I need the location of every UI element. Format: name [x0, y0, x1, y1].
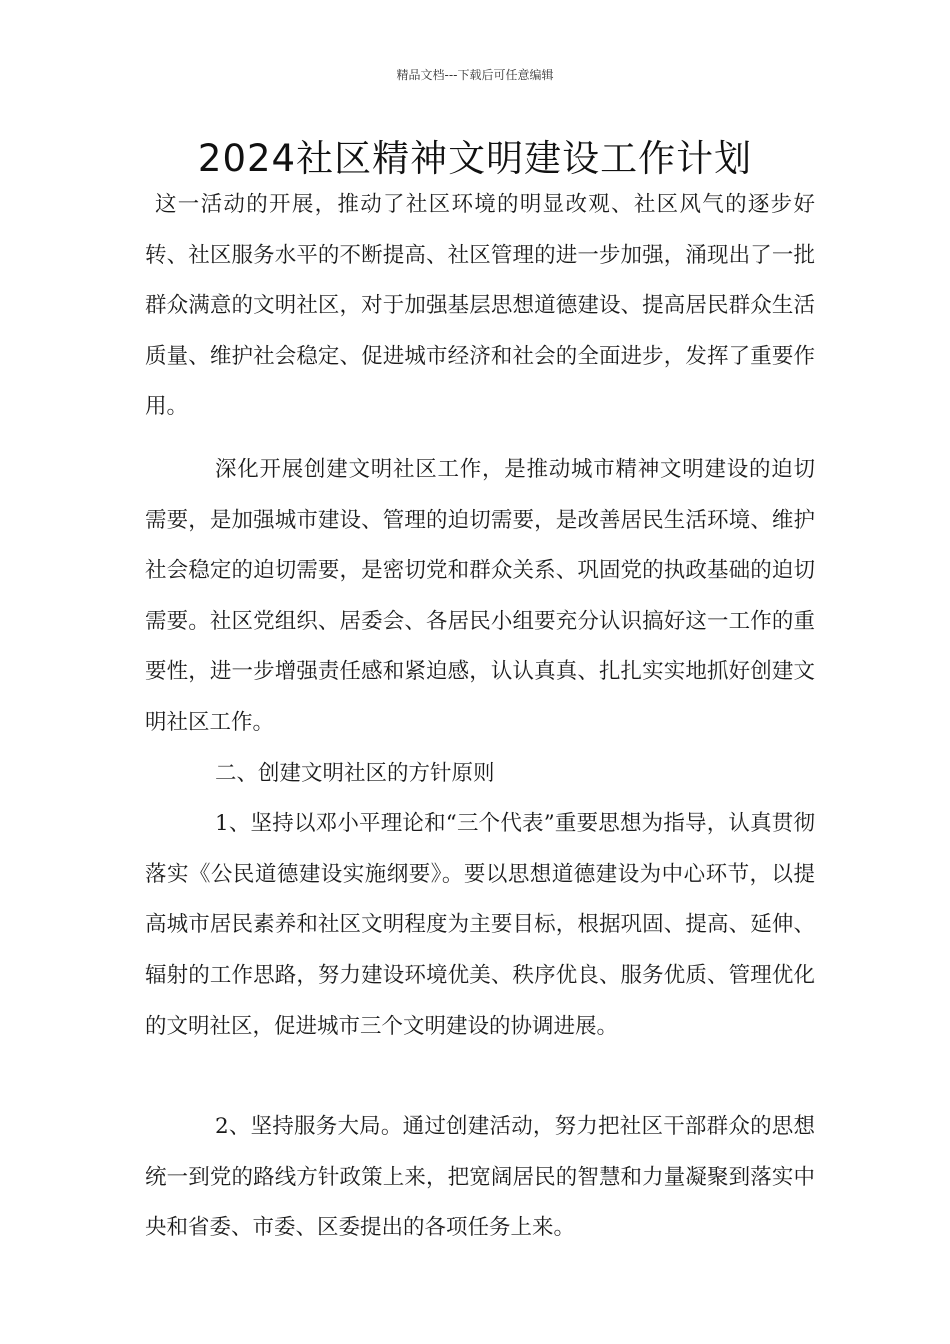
paragraph-importance: 深化开展创建文明社区工作，是推动城市精神文明建设的迫切需要，是加强城市建设、管理的迫切需要，是改善居民生活环境、维护社会稳定的迫切需要，是密切党和群众关系、巩固党的执政基础的迫切需要。社区党组织、居委会、各居民小组要充分认识搞好这一工作的重要性，进一步增强责任感和紧迫感，认认真真、扎扎实实地抓好创建文明社区工作。 [145, 456, 815, 735]
document-body [145, 180, 815, 1254]
document-title: 2024社区精神文明建设工作计划 [197, 137, 753, 180]
paragraph-intro: 这一活动的开展，推动了社区环境的明显改观、社区风气的逐步好转、社区服务水平的不断提高、社区管理的进一步加强，涌现出了一批群众满意的文明社区，对于加强基层思想道德建设、提高居民群众生活质量、维护社会稳定、促进城市经济和社会的全面进步，发挥了重要作用。 [145, 192, 815, 420]
section-heading: 二、创建文明社区的方针原则 [215, 760, 495, 786]
paragraph-principle-1: 1、坚持以邓小平理论和“三个代表”重要思想为指导，认真贯彻落实《公民道德建设实施纲要》。要以思想道德建设为中心环节，以提高城市居民素养和社区文明程度为主要目标，根据巩固、提高、延伸、辐射的工作思路，努力建设环境优美、秩序优良、服务优质、管理优化的文明社区，促进城市三个文明建设的协调进展。 [145, 811, 815, 1039]
header-note: 精品文档---下载后可任意编辑 [396, 68, 554, 82]
paragraph-principle-2: 2、坚持服务大局。通过创建活动，努力把社区干部群众的思想统一到党的路线方针政策上来，把宽阔居民的智慧和力量凝聚到落实中央和省委、市委、区委提出的各项任务上来。 [145, 1114, 815, 1241]
